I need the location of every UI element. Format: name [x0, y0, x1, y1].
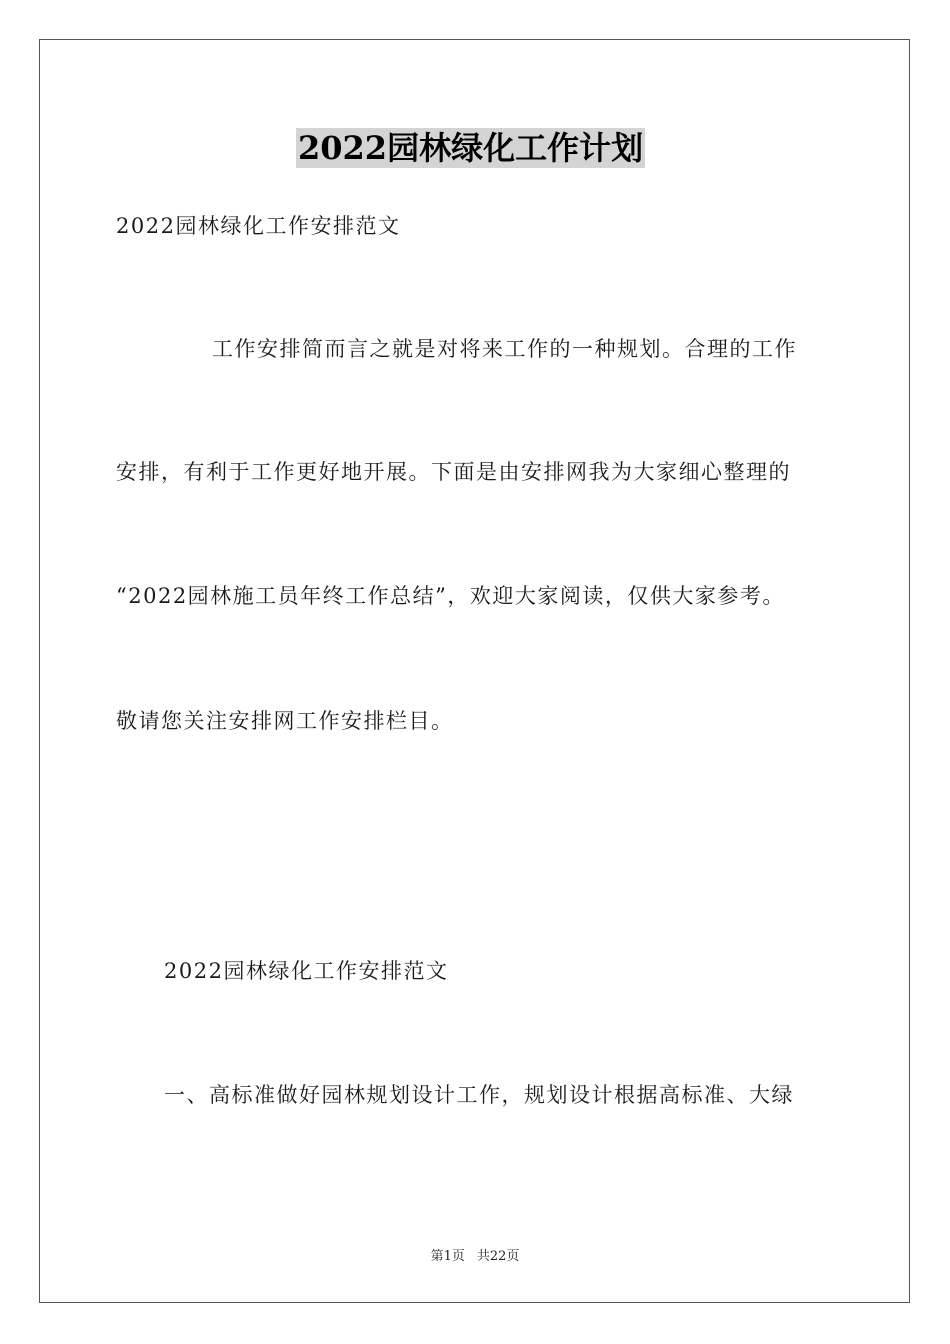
intro-line-2: 安排，有利于工作更好地开展。下面是由安排网我为大家细心整理的: [116, 460, 791, 484]
body-line-1: 一、高标准做好园林规划设计工作，规划设计根据高标准、大绿: [164, 1083, 794, 1107]
intro-line-4: 敬请您关注安排网工作安排栏目。: [116, 709, 454, 733]
document-title: 2022园林绿化工作计划: [298, 129, 644, 167]
intro-line-1: 工作安排简而言之就是对将来工作的一种规划。合理的工作: [212, 337, 797, 361]
page-number: 第1页: [430, 1249, 465, 1264]
document-subtitle: 2022园林绿化工作安排范文: [116, 214, 401, 238]
section-heading: 2022园林绿化工作安排范文: [164, 959, 449, 983]
page-footer: [0, 1248, 950, 1266]
page-total: 共22页: [476, 1249, 520, 1264]
intro-line-3: “2022园林施工员年终工作总结”，欢迎大家阅读，仅供大家参考。: [116, 584, 785, 608]
